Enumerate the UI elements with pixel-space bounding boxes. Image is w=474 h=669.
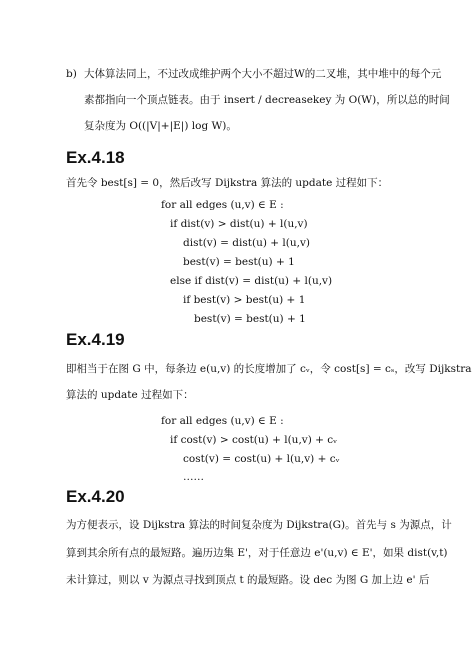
part-b-line-3: 复杂度为 O((|V|+|E|) log W)。 — [84, 120, 237, 132]
ex-4-18-code-line: best(v) = best(u) + 1 — [194, 313, 306, 325]
ex-4-18-intro: 首先令 best[s] = 0，然后改写 Dijkstra 算法的 update 过程如下： — [66, 177, 389, 189]
ex-4-18-code-line: best(v) = best(u) + 1 — [183, 256, 295, 268]
ex-4-20-line-1: 为方便表示，设 Dijkstra 算法的时间复杂度为 Dijkstra(G)。首先与 s 为源点，计 — [66, 519, 452, 531]
ex-4-19-intro-1: 即相当于在图 G 中，每条边 e(u,v) 的长度增加了 cᵥ，令 cost[s] = cₛ，改写 Dijkstra — [66, 363, 472, 375]
part-b-line-1: 大体算法同上，不过改成维护两个大小不超过W的二叉堆，其中堆中的每个元 — [84, 68, 442, 80]
part-b-label: b) — [66, 68, 77, 80]
ex-4-20-line-3: 未计算过，则以 v 为源点寻找到顶点 t 的最短路。设 dec 为图 G 加上边 e' 后 — [66, 574, 430, 586]
ex-4-19-code-line: …… — [183, 471, 204, 483]
ex-4-19-heading: Ex.4.19 — [66, 330, 125, 349]
ex-4-18-code-line: dist(v) = dist(u) + l(u,v) — [183, 237, 310, 249]
ex-4-18-heading: Ex.4.18 — [66, 148, 125, 167]
ex-4-20-line-2: 算到其余所有点的最短路。遍历边集 E'，对于任意边 e'(u,v) ∈ E'，如果 dist(v,t) — [66, 547, 448, 559]
ex-4-18-code-line: if dist(v) > dist(u) + l(u,v) — [170, 218, 308, 230]
ex-4-20-heading: Ex.4.20 — [66, 487, 125, 506]
ex-4-18-code-line: else if dist(v) = dist(u) + l(u,v) — [170, 275, 333, 287]
ex-4-19-code-line: if cost(v) > cost(u) + l(u,v) + cᵥ — [170, 434, 338, 446]
ex-4-18-code-line: if best(v) > best(u) + 1 — [183, 294, 306, 306]
ex-4-19-code-line: for all edges (u,v) ∈ E : — [161, 415, 284, 427]
ex-4-19-intro-2: 算法的 update 过程如下： — [66, 389, 194, 401]
part-b-line-2: 素都指向一个顶点链表。由于 insert / decreasekey 为 O(W)，所以总的时间 — [84, 94, 450, 106]
ex-4-19-code-line: cost(v) = cost(u) + l(u,v) + cᵥ — [183, 453, 340, 465]
ex-4-18-code-line: for all edges (u,v) ∈ E : — [161, 199, 284, 211]
